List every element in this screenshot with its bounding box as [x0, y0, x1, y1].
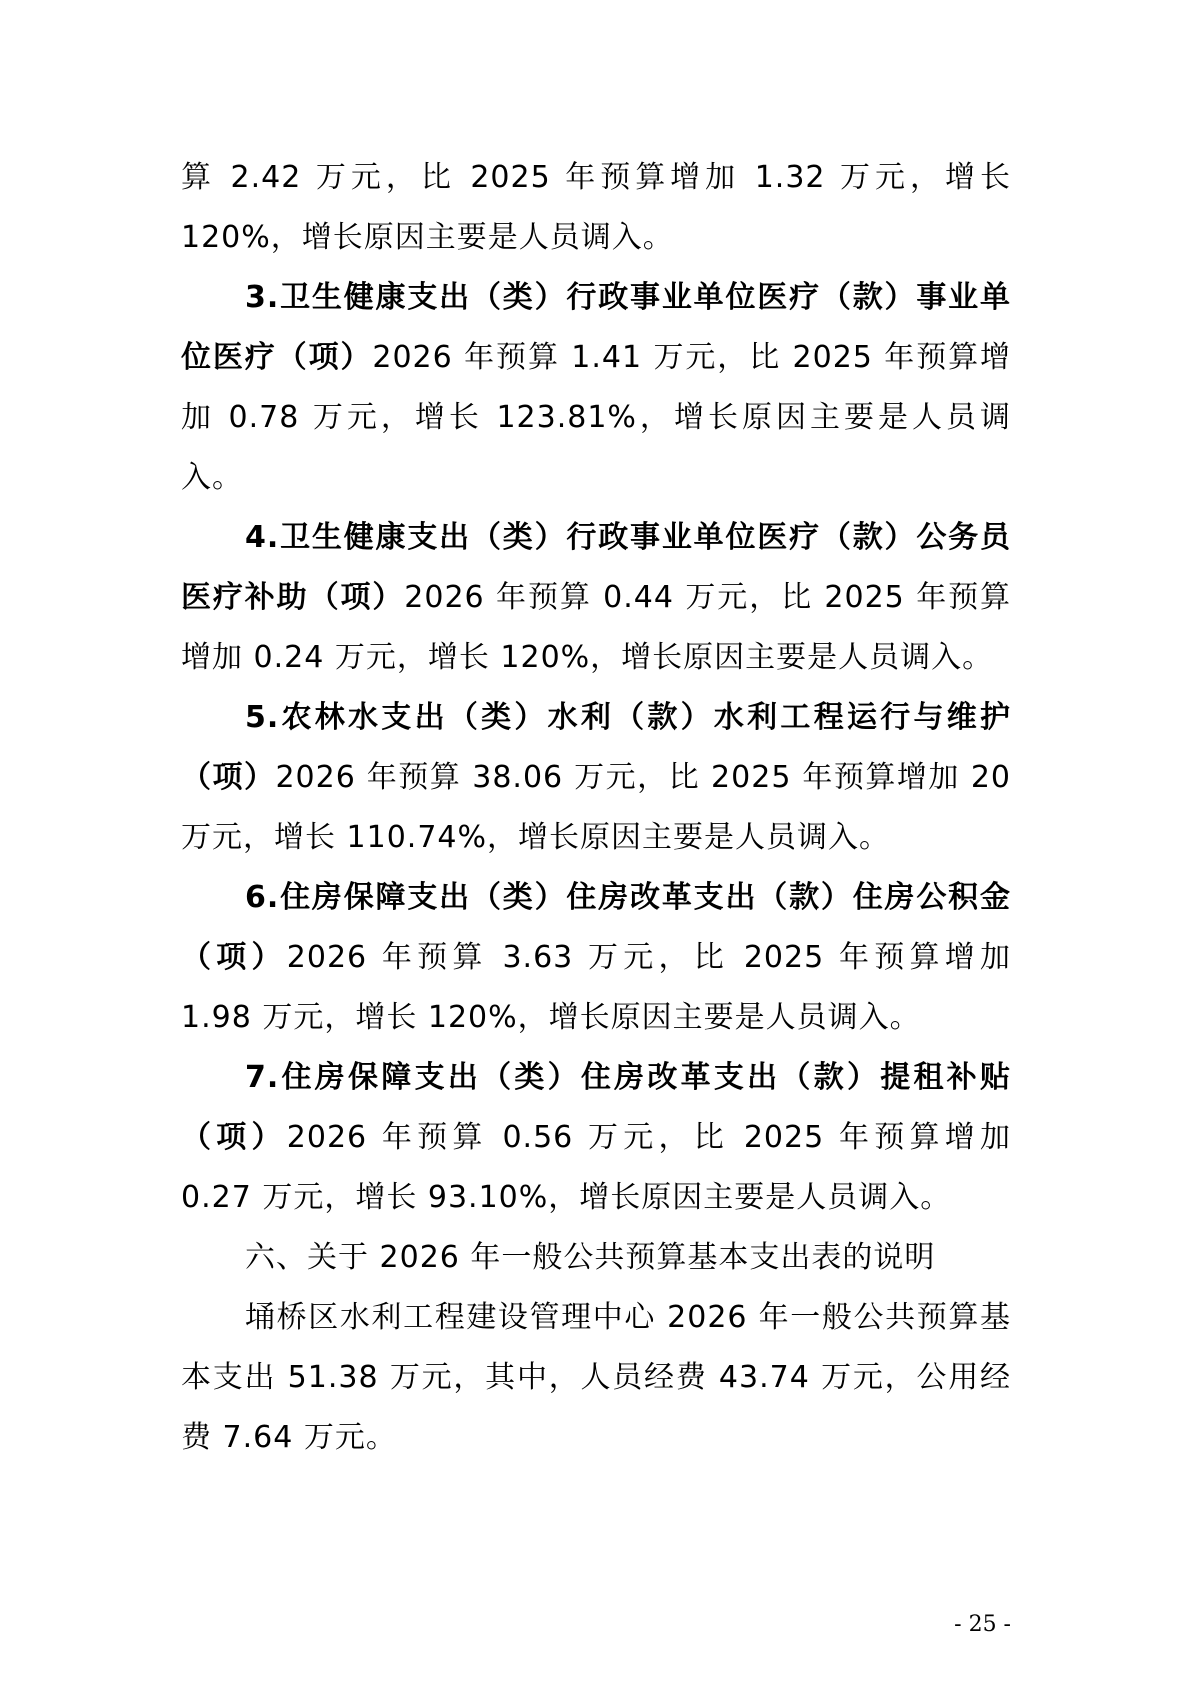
document-body — [181, 148, 1011, 1468]
paragraph-text: 算 2.42 万元，比 2025 年预算增加 1.32 万元，增长 120%，增长原因主要是人员调入。 — [181, 160, 1011, 255]
paragraph-text: 2026 年预算 38.06 万元，比 2025 年预算增加 20 万元，增长 110.74%，增长原因主要是人员调入。 — [181, 760, 1011, 855]
section-heading: 六、关于 2026 年一般公共预算基本支出表的说明 — [245, 1240, 936, 1275]
paragraph-item-5 — [181, 688, 1011, 868]
page-number: - 25 - — [954, 1612, 1011, 1637]
paragraph-text: 2026 年预算 0.56 万元，比 2025 年预算增加 0.27 万元，增长 93.10%，增长原因主要是人员调入。 — [181, 1120, 1011, 1215]
paragraph-item-3 — [181, 268, 1011, 508]
paragraph-lead: 4.卫生健康支出（类）行政事业单位医疗（款）公务员医疗补助（项） — [181, 520, 1011, 615]
paragraph-text: 2026 年预算 1.41 万元，比 2025 年预算增加 0.78 万元，增长 123.81%，增长原因主要是人员调入。 — [181, 340, 1011, 495]
paragraph-item-6 — [181, 868, 1011, 1048]
paragraph-text: 2026 年预算 3.63 万元，比 2025 年预算增加 1.98 万元，增长 120%，增长原因主要是人员调入。 — [181, 940, 1011, 1035]
paragraph-item-4 — [181, 508, 1011, 688]
paragraph-lead: 3.卫生健康支出（类）行政事业单位医疗（款）事业单位医疗（项） — [181, 280, 1011, 375]
paragraph-item-7 — [181, 1048, 1011, 1228]
paragraph-lead: 6.住房保障支出（类）住房改革支出（款）住房公积金（项） — [181, 880, 1011, 975]
paragraph-lead: 7.住房保障支出（类）住房改革支出（款）提租补贴（项） — [181, 1060, 1011, 1155]
paragraph-continuation — [181, 148, 1011, 268]
paragraph-lead: 5.农林水支出（类）水利（款）水利工程运行与维护（项） — [181, 700, 1011, 795]
paragraph-text: 2026 年预算 0.44 万元，比 2025 年预算增加 0.24 万元，增长 120%，增长原因主要是人员调入。 — [181, 580, 1011, 675]
section-body: 埇桥区水利工程建设管理中心 2026 年一般公共预算基本支出 51.38 万元，其中，人员经费 43.74 万元，公用经费 7.64 万元。 — [181, 1300, 1011, 1455]
